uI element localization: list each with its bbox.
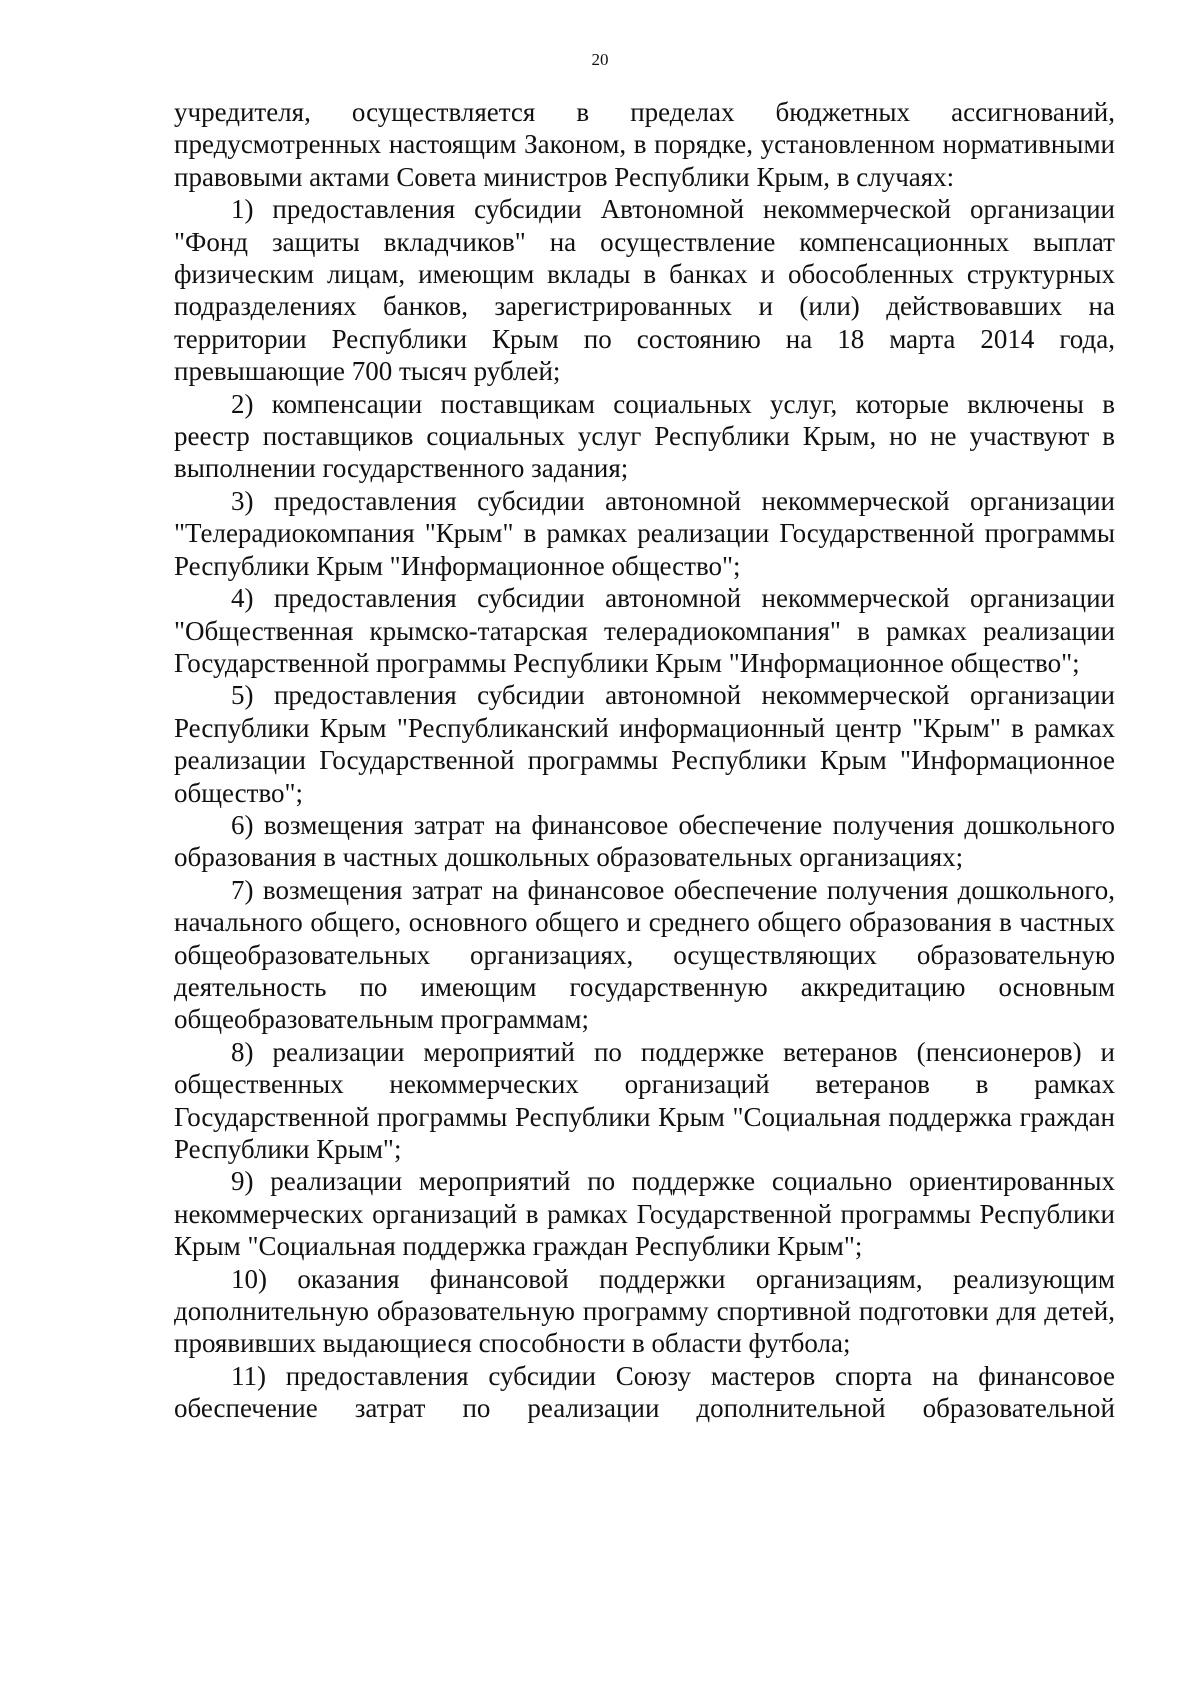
paragraph-item-11: 11) предоставления субсидии Союзу мастеров спорта на финансовое обеспечение затрат по реализации дополнительной образовательной bbox=[174, 1360, 1115, 1424]
document-body bbox=[174, 96, 1115, 1425]
paragraph-item-7: 7) возмещения затрат на финансовое обеспечение получения дошкольного, начального общего, основного общего и среднего общего образования в частных общеобразовательных организациях, осуществляющих образовательную деятельность по имеющим государственную аккредитацию основным общеобразовательным программам; bbox=[174, 874, 1115, 1035]
paragraph-item-3: 3) предоставления субсидии автономной некоммерческой организации "Телерадиокомпания "Крым" в рамках реализации Государственной программы Республики Крым "Информационное общество"; bbox=[174, 485, 1115, 581]
paragraph-item-10: 10) оказания финансовой поддержки организациям, реализующим дополнительную образовательную программу спортивной подготовки для детей, проявивших выдающиеся способности в области футбола; bbox=[174, 1263, 1115, 1359]
paragraph-item-5: 5) предоставления субсидии автономной некоммерческой организации Республики Крым "Республиканский информационный центр "Крым" в рамках реализации Государственной программы Республики Крым "Информационное общество"; bbox=[174, 680, 1115, 808]
paragraph-item-4: 4) предоставления субсидии автономной некоммерческой организации "Общественная крымско-татарская телерадиокомпания" в рамках реализации Государственной программы Республики Крым "Информационное общество"; bbox=[174, 583, 1115, 678]
paragraph-item-6: 6) возмещения затрат на финансовое обеспечение получения дошкольного образования в частных дошкольных образовательных организациях; bbox=[174, 809, 1115, 873]
paragraph-item-8: 8) реализации мероприятий по поддержке ветеранов (пенсионеров) и общественных некоммерческих организаций ветеранов в рамках Государственной программы Республики Крым "Социальная поддержка граждан Республики Крым"; bbox=[174, 1036, 1115, 1164]
paragraph-intro: учредителя, осуществляется в пределах бюджетных ассигнований, предусмотренных настоящим Законом, в порядке, установленном нормативными правовыми актами Совета министров Республики Крым, в случаях: bbox=[174, 97, 1115, 192]
page-number: 20 bbox=[591, 50, 609, 69]
paragraph-item-9: 9) реализации мероприятий по поддержке социально ориентированных некоммерческих организаций в рамках Государственной программы Республики Крым "Социальная поддержка граждан Республики Крым"; bbox=[174, 1166, 1115, 1262]
paragraph-item-2: 2) компенсации поставщикам социальных услуг, которые включены в реестр поставщиков социальных услуг Республики Крым, но не участвуют в выполнении государственного задания; bbox=[174, 388, 1115, 484]
paragraph-item-1: 1) предоставления субсидии Автономной некоммерческой организации "Фонд защиты вкладчиков" на осуществление компенсационных выплат физическим лицам, имеющим вклады в банках и обособленных структурных подразделениях банков, зарегистрированных и (или) действовавших на территории Республики Крым по состоянию на 18 марта 2014 года, превышающие 700 тысяч рублей; bbox=[174, 194, 1115, 387]
